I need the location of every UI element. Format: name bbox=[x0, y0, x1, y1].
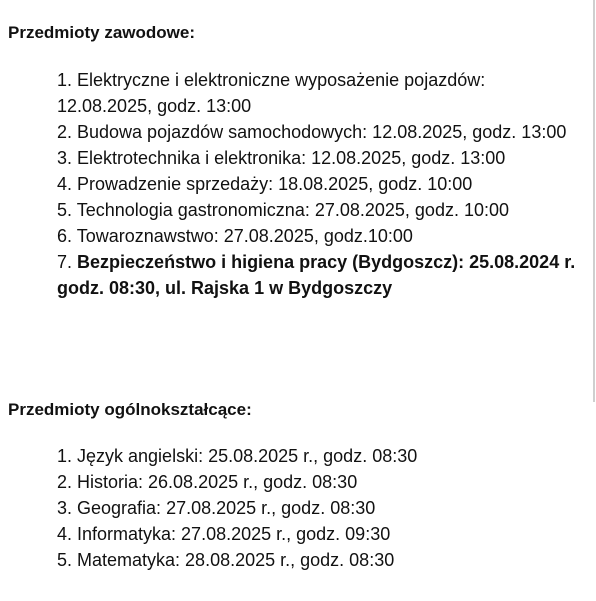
list-item: 3. Geografia: 27.08.2025 r., godz. 08:30 bbox=[57, 498, 376, 518]
list-item: 5. Technologia gastronomiczna: 27.08.2025, godz. 10:00 bbox=[57, 200, 509, 220]
list-item: 1. Elektryczne i elektroniczne wyposażenie pojazdów: 12.08.2025, godz. 13:00 bbox=[57, 70, 486, 116]
list-item: 2. Budowa pojazdów samochodowych: 12.08.2025, godz. 13:00 bbox=[57, 122, 567, 142]
list-item-bhp bbox=[57, 249, 577, 301]
list-item: 6. Towaroznawstwo: 27.08.2025, godz.10:00 bbox=[57, 226, 413, 246]
list-item: 4. Prowadzenie sprzedaży: 18.08.2025, godz. 10:00 bbox=[57, 174, 473, 194]
list-item: 3. Elektrotechnika i elektronika: 12.08.2025, godz. 13:00 bbox=[57, 148, 506, 168]
general-subjects-list bbox=[57, 443, 577, 573]
section-heading-vocational: Przedmioty zawodowe: bbox=[8, 23, 196, 42]
list-item: 2. Historia: 26.08.2025 r., godz. 08:30 bbox=[57, 472, 358, 492]
list-item-number: 7. bbox=[57, 252, 73, 272]
vocational-subjects-list bbox=[57, 67, 577, 301]
list-item: 1. Język angielski: 25.08.2025 r., godz. 08:30 bbox=[57, 446, 418, 466]
page-edge-divider bbox=[593, 0, 595, 402]
section-heading-general: Przedmioty ogólnokształcące: bbox=[8, 400, 252, 419]
list-item-bold-text: Bezpieczeństwo i higiena pracy (Bydgoszcz): 25.08.2024 r. godz. 08:30, ul. Rajska 1 w Bydgoszczy bbox=[57, 252, 576, 298]
list-item: 4. Informatyka: 27.08.2025 r., godz. 09:30 bbox=[57, 524, 391, 544]
list-item: 5. Matematyka: 28.08.2025 r., godz. 08:30 bbox=[57, 550, 395, 570]
